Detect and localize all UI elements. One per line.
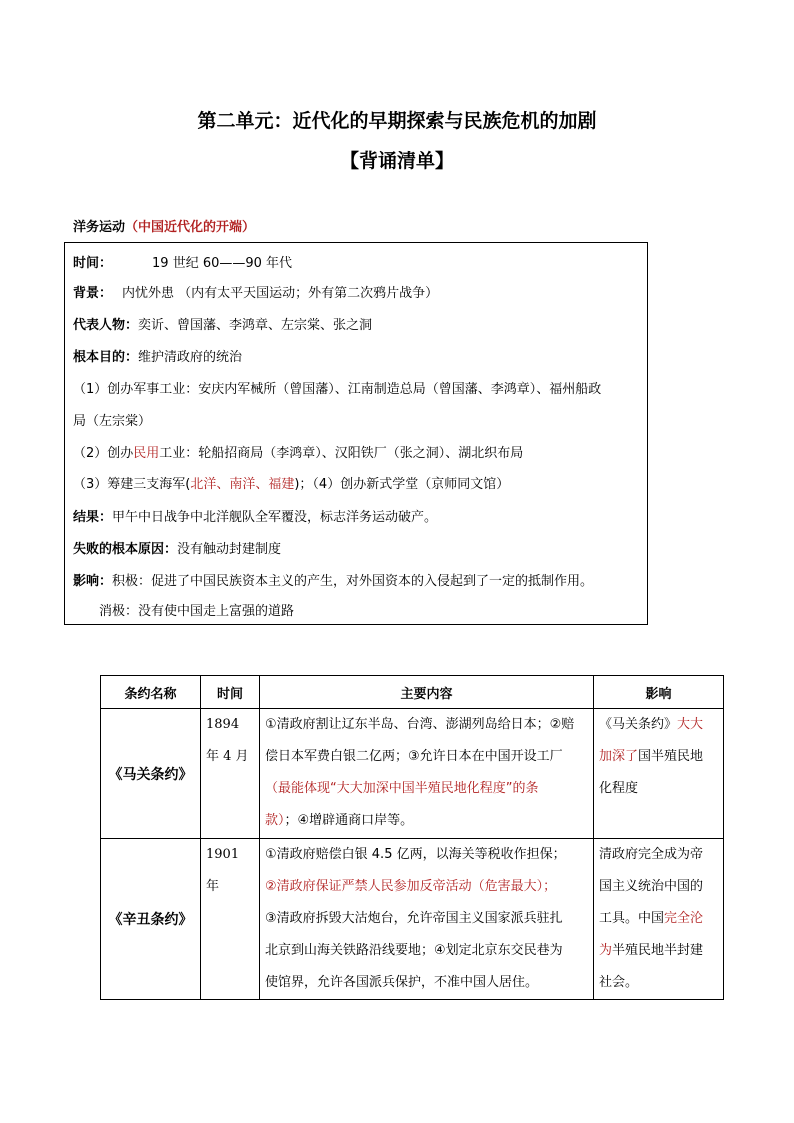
page-subtitle: 【背诵清单】 [339,150,454,172]
header-impact: 影响 [594,676,724,709]
impact-line: 化程度 [599,781,639,796]
result-value: 甲午中日战争中北洋舰队全军覆没，标志洋务运动破产。 [112,510,438,525]
content-line: 北京到山海关铁路沿线要地；④划定北京东交民巷为 [265,943,563,958]
content-line: （最能体现“大大加深中国半殖民地化程度”的条 [265,781,539,796]
item-2-post: 工业：轮船招商局（李鸿章）、汉阳铁厂（张之洞）、湖北织布局 [159,446,524,461]
impact-line [599,903,718,935]
content-line: ①清政府赔偿白银 4.5 亿两，以海关等税收作担保； [265,847,566,862]
result-label: 结果： [73,510,113,525]
item-3-line [73,473,509,492]
table-row [101,709,724,839]
impact-label: 影响： [73,574,113,589]
impact-line [73,570,593,589]
failure-line [73,538,281,557]
background-value: 内忧外患 （内有太平天国运动；外有第二次鸦片战争） [122,286,439,301]
header-time: 时间 [201,676,260,709]
impact-line [599,741,718,773]
section-name: 洋务运动 [73,220,126,235]
impact-pre: 工具。中国 [599,911,665,926]
section-note: （中国近代化的开端） [125,220,256,235]
impact-line: 社会。 [599,975,639,990]
item-1-line-b: 局（左宗棠） [73,414,152,429]
treaty-impact [594,839,724,1000]
item-3-pre: （3）筹建三支海军( [73,477,191,492]
header-treaty-name: 条约名称 [101,676,201,709]
figures-line [73,314,372,333]
impact-red: 大大 [677,717,704,732]
treaty-time-line: 年 4 月 [206,749,249,764]
table-header-row [101,676,724,709]
table-row [101,839,724,1000]
impact-line: 清政府完全成为帝 [599,847,704,862]
content-line: ②清政府保证严禁人民参加反帝活动（危害最大）； [265,879,557,894]
impact-negative: 消极：没有使中国走上富强的道路 [99,604,295,619]
content-post: ；④增辟通商口岸等。 [284,813,414,828]
item-3-post: )；（4）创办新式学堂（京师同文馆） [294,477,510,492]
impact-line [599,709,718,741]
purpose-value: 维护清政府的统治 [138,350,243,365]
time-label: 时间： [73,256,113,271]
failure-value: 没有触动封建制度 [177,542,282,557]
treaty-impact [594,709,724,839]
header-main-content: 主要内容 [260,676,594,709]
impact-post: 国半殖民地 [638,749,704,764]
content-line: ③清政府拆毁大沽炮台，允许帝国主义国家派兵驻扎 [265,911,563,926]
item-2-red: 民用 [133,446,160,461]
item-2-pre: （2）创办 [73,446,134,461]
time-value: 19 世纪 60——90 年代 [152,256,293,271]
impact-line [599,935,718,967]
treaty-name: 《马关条约》 [101,709,201,839]
item-1-line-a: （1）创办军事工业：安庆内军械所（曾国藩）、江南制造总局（曾国藩、李鸿章）、福州船政 [73,382,602,397]
treaty-content [260,839,594,1000]
result-line [73,506,437,525]
content-line: ①清政府割让辽东半岛、台湾、澎湖列岛给日本；②赔 [265,717,575,732]
impact-red: 加深了 [599,749,639,764]
item-2-line [73,442,523,461]
treaty-table [100,675,724,1000]
yangwu-summary-box [64,242,648,625]
content-line [265,805,588,837]
treaty-time-line: 1901 年 [206,847,240,894]
purpose-line [73,346,242,365]
page-title: 第二单元：近代化的早期探索与民族危机的加剧 [197,110,597,132]
treaty-content [260,709,594,839]
impact-red: 完全沦 [664,911,704,926]
treaty-name: 《辛丑条约》 [101,839,201,1000]
background-label: 背景： [73,286,113,301]
impact-post: 半殖民地半封建 [612,943,704,958]
treaty-time-line: 1894 [206,717,240,732]
treaty-time [201,839,260,1000]
content-red: 款） [265,813,285,828]
purpose-label: 根本目的： [73,350,139,365]
failure-label: 失败的根本原因： [73,542,178,557]
section-heading [73,216,255,235]
impact-red: 为 [599,943,613,958]
content-line: 使馆界，允许各国派兵保护，不准中国人居住。 [265,975,539,990]
item-3-red: 北洋、南洋、福建 [190,477,295,492]
figures-label: 代表人物： [73,318,139,333]
treaty-time [201,709,260,839]
figures-value: 奕䜣、曾国藩、李鸿章、左宗棠、张之洞 [138,318,373,333]
time-line [73,252,292,271]
impact-line: 国主义统治中国的 [599,879,704,894]
content-line: 偿日本军费白银二亿两；③允许日本在中国开设工厂 [265,749,563,764]
background-line [73,282,438,301]
impact-pre: 《马关条约》 [599,717,678,732]
impact-positive: 积极：促进了中国民族资本主义的产生，对外国资本的入侵起到了一定的抵制作用。 [112,574,594,589]
